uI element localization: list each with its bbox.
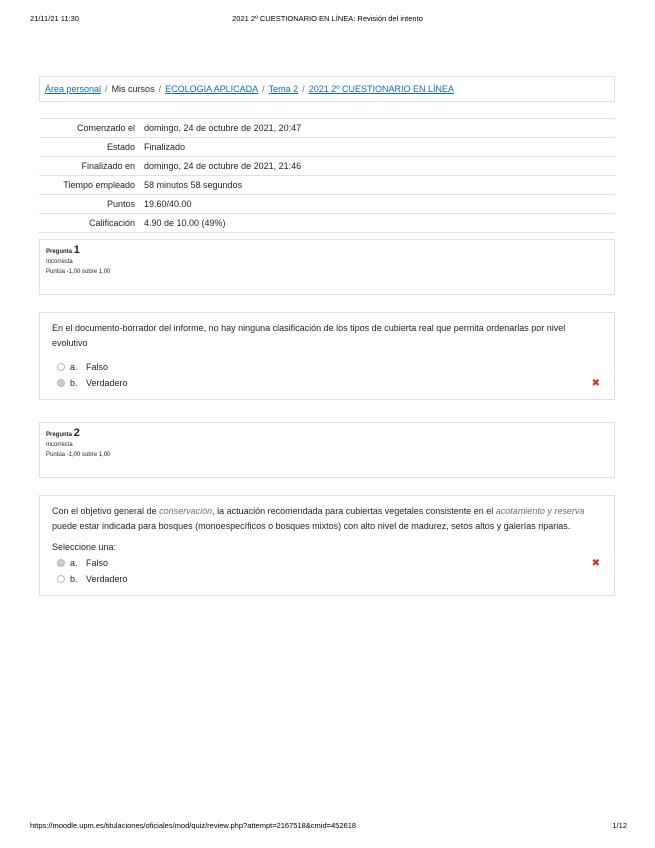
- question-state: Incorrecta: [46, 442, 73, 448]
- question-2-info: [39, 422, 615, 478]
- option-label: Falso: [86, 558, 109, 568]
- summary-value: 4.90 de 10.00 (49%): [140, 214, 615, 233]
- question-grade: Puntúa -1,00 sobre 1,00: [46, 452, 111, 458]
- summary-value: 58 minutos 58 segundos: [140, 176, 615, 195]
- breadcrumb-separator: /: [262, 84, 265, 94]
- print-date: 21/11/21 11:30: [30, 14, 79, 23]
- summary-label: Puntos: [39, 195, 140, 214]
- print-url: https://moodle.upm.es/titulaciones/oficiales/mod/quiz/review.php?attempt=2167518&cmid=452618: [30, 821, 357, 830]
- question-2-content: [39, 495, 615, 596]
- radio-button-selected[interactable]: [57, 379, 65, 387]
- option-label: Verdadero: [86, 574, 128, 584]
- question-number: Pregunta 1: [46, 244, 80, 256]
- breadcrumb-topic[interactable]: Tema 2: [268, 84, 299, 94]
- breadcrumb-separator: /: [105, 84, 108, 94]
- incorrect-icon: ✖: [591, 377, 600, 389]
- option-letter: a.: [70, 362, 78, 372]
- summary-value: domingo, 24 de octubre de 2021, 21:46: [140, 157, 615, 176]
- question-number: Pregunta 2: [46, 427, 80, 439]
- summary-label: Tiempo empleado: [39, 176, 140, 195]
- answer-option-a[interactable]: [52, 555, 602, 571]
- answer-option-b[interactable]: [52, 571, 602, 587]
- summary-label: Estado: [39, 138, 140, 157]
- question-text: Con el objetivo general de conservación, la actuación recomendada para cubiertas vegetales consistente en el acotamiento y reserva puede estar indicada para bosques (monoespecíficos o bosques mixtos) con alto nivel de madurez, setos altos y galerías riparias.: [52, 506, 585, 531]
- question-1-content: [39, 312, 615, 400]
- question-prompt: Seleccione una:: [52, 542, 117, 552]
- breadcrumb-mis-cursos: Mis cursos: [111, 84, 155, 94]
- summary-label: Finalizado en: [39, 157, 140, 176]
- question-text: En el documento-borrador del informe, no hay ninguna clasificación de los tipos de cubierta real que permita ordenarlas por nivel evolutivo: [52, 323, 566, 348]
- page-number: 1/12: [612, 821, 627, 830]
- option-letter: b.: [70, 378, 78, 388]
- option-letter: a.: [70, 558, 78, 568]
- summary-row: [39, 157, 615, 176]
- radio-button[interactable]: [57, 363, 65, 371]
- question-1-info: [39, 239, 615, 295]
- summary-value: 19.60/40.00: [140, 195, 615, 214]
- summary-label: Comenzado el: [39, 119, 140, 138]
- summary-row: [39, 176, 615, 195]
- breadcrumb-area-personal[interactable]: Área personal: [45, 84, 102, 94]
- radio-button[interactable]: [57, 575, 65, 583]
- breadcrumb-separator: /: [158, 84, 162, 94]
- breadcrumb-quiz[interactable]: 2021 2º CUESTIONARIO EN LÍNEA: [308, 84, 455, 94]
- breadcrumb: [39, 76, 615, 102]
- breadcrumb-course[interactable]: ECOLOGIA APLICADA: [165, 84, 259, 94]
- option-label: Falso: [86, 362, 109, 372]
- summary-row: [39, 214, 615, 233]
- summary-value: Finalizado: [140, 138, 615, 157]
- answer-option-a[interactable]: [52, 359, 602, 375]
- summary-row: [39, 195, 615, 214]
- summary-row: [39, 119, 615, 138]
- option-letter: b.: [70, 574, 78, 584]
- summary-value: domingo, 24 de octubre de 2021, 20:47: [140, 119, 615, 138]
- attempt-summary-table: [39, 118, 615, 233]
- incorrect-icon: ✖: [591, 557, 600, 569]
- question-state: Incorrecta: [46, 259, 73, 265]
- radio-button-selected[interactable]: [57, 559, 65, 567]
- summary-row: [39, 138, 615, 157]
- print-title: 2021 2º CUESTIONARIO EN LÍNEA: Revisión del intento: [232, 14, 423, 23]
- breadcrumb-separator: /: [302, 84, 305, 94]
- summary-label: Calificación: [39, 214, 140, 233]
- answer-option-b[interactable]: [52, 375, 602, 391]
- question-grade: Puntúa -1,00 sobre 1,00: [46, 269, 111, 275]
- option-label: Verdadero: [86, 378, 128, 388]
